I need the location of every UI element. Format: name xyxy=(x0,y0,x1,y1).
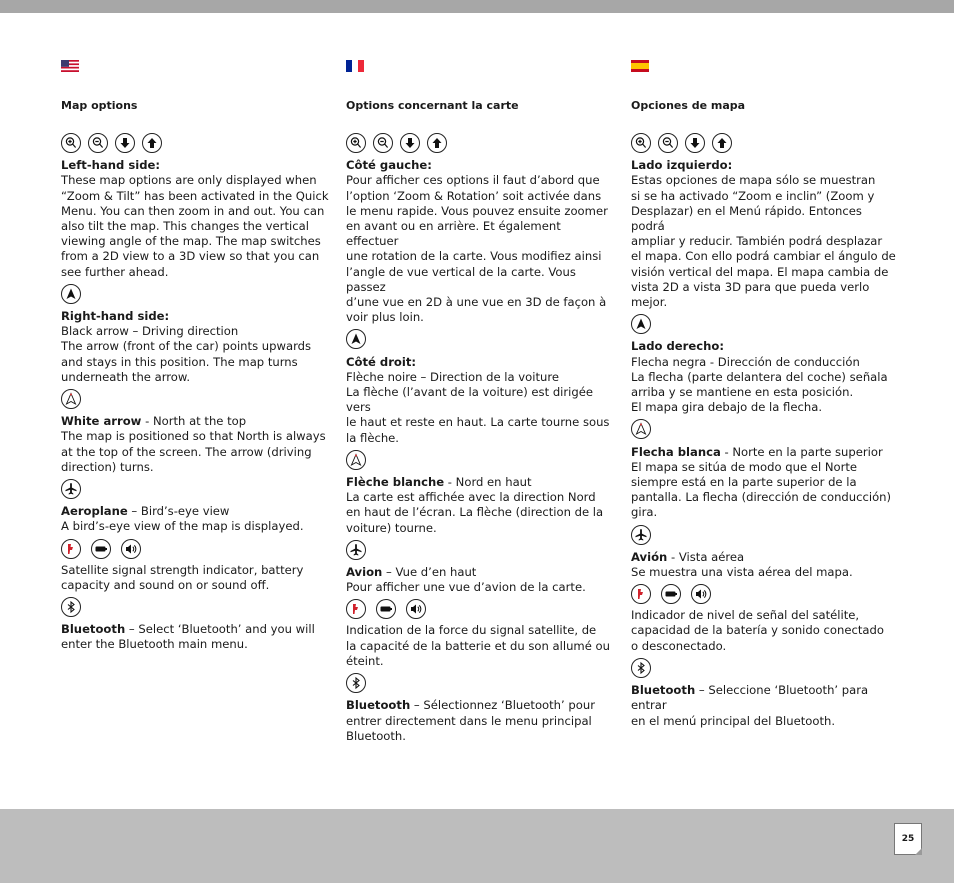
white-arrow-icon xyxy=(61,389,81,409)
white-arrow-line: White arrow - North at the top xyxy=(61,414,247,429)
white-arrow-icon xyxy=(346,450,366,470)
right-side-heading: Côté droit: xyxy=(346,354,417,369)
column-french xyxy=(346,60,614,744)
battery-icon xyxy=(661,584,681,604)
zoom-in-icon xyxy=(61,133,81,153)
aeroplane-line: Avion – Vue d’en haut xyxy=(346,565,477,580)
france-flag-icon xyxy=(346,60,364,72)
sound-icon xyxy=(406,599,426,619)
aeroplane-text: Pour afficher une vue d’avion de la carte. xyxy=(346,580,586,595)
right-side-text: Black arrow – Driving direction The arrow (front of the car) points upwards and stays in this position. The map turns underneath the arrow. xyxy=(61,324,312,384)
bluetooth-text: Bluetooth – Select ‘Bluetooth’ and you will enter the Bluetooth main menu. xyxy=(61,622,315,652)
tilt-up-icon xyxy=(712,133,732,153)
status-text: Indicador de nivel de señal del satélite, capacidad de la batería y sonido conectado o desconectado. xyxy=(631,608,884,653)
left-side-heading: Left-hand side: xyxy=(61,158,160,173)
aeroplane-line: Avión - Vista aérea xyxy=(631,549,745,564)
bottom-band xyxy=(0,809,954,883)
aeroplane-text: Se muestra una vista aérea del mapa. xyxy=(631,565,853,580)
white-arrow-text: El mapa se sitúa de modo que el Norte siempre está en la parte superior de la pantalla. La flecha (dirección de conducción) gira. xyxy=(631,459,892,520)
sound-icon xyxy=(691,584,711,604)
zoom-in-icon xyxy=(631,133,651,153)
tilt-up-icon xyxy=(142,133,162,153)
bluetooth-icon xyxy=(631,658,651,678)
bluetooth-text: Bluetooth – Seleccione ‘Bluetooth’ para entrar en el menú principal del Bluetooth. xyxy=(631,683,869,728)
column-english xyxy=(61,60,329,653)
us-flag-icon xyxy=(61,60,79,72)
white-arrow-text: La carte est affichée avec la direction Nord en haut de l’écran. La flèche (direction de la voiture) tourne. xyxy=(346,490,604,535)
tilt-down-icon xyxy=(685,133,705,153)
satellite-signal-icon xyxy=(631,584,651,604)
spain-flag-icon xyxy=(631,60,649,72)
left-side-heading: Lado izquierdo: xyxy=(631,158,733,173)
status-icons xyxy=(346,599,614,619)
tilt-down-icon xyxy=(400,133,420,153)
bluetooth-text: Bluetooth – Sélectionnez ‘Bluetooth’ pour entrer directement dans le menu principal Bluetooth. xyxy=(346,698,595,743)
section-title: Map options xyxy=(61,99,138,112)
status-icons xyxy=(631,584,899,604)
section-title: Opciones de mapa xyxy=(631,99,746,112)
zoom-out-icon xyxy=(373,133,393,153)
white-arrow-text: The map is positioned so that North is always at the top of the screen. The arrow (driving direction) turns. xyxy=(61,429,326,474)
section-title: Options concernant la carte xyxy=(346,99,519,112)
battery-icon xyxy=(91,539,111,559)
white-arrow-line: Flecha blanca - Norte en la parte superior xyxy=(631,444,883,459)
left-side-text: Pour afficher ces options il faut d’abord que l’option ‘Zoom & Rotation’ soit activée dans le menu rapide. Vous pouvez ensuite zoomer en avant ou en arrière. Et également effectuer une rotation de la carte. Vous modifiez ainsi l’angle de vue vertical de la carte. Vous passez d’une vue en 2D à une vue en 3D de façon à voir plus loin. xyxy=(346,173,608,325)
north-arrow-icon xyxy=(61,284,81,304)
zoom-tilt-icons xyxy=(631,133,899,153)
right-side-text: Flèche noire – Direction de la voiture La flèche (l’avant de la voiture) est dirigée vers le haut et reste en haut. La carte tourne sous la flèche. xyxy=(346,369,610,445)
satellite-signal-icon xyxy=(61,539,81,559)
status-text: Satellite signal strength indicator, battery capacity and sound on or sound off. xyxy=(61,562,304,592)
left-side-heading: Côté gauche: xyxy=(346,158,432,173)
zoom-tilt-icons xyxy=(346,133,614,153)
right-side-text: Flecha negra - Dirección de conducción La flecha (parte delantera del coche) señala arriba y se mantiene en esta posición. El mapa gira debajo de la flecha. xyxy=(631,354,888,415)
status-icons xyxy=(61,539,329,559)
status-text: Indication de la force du signal satellite, de la capacité de la batterie et du son allumé ou éteint. xyxy=(346,623,610,668)
page-number: 25 xyxy=(894,823,922,855)
sound-icon xyxy=(121,539,141,559)
north-arrow-icon xyxy=(346,329,366,349)
tilt-down-icon xyxy=(115,133,135,153)
aeroplane-text: A bird’s-eye view of the map is displayed. xyxy=(61,519,304,534)
bluetooth-icon xyxy=(346,673,366,693)
bluetooth-icon xyxy=(61,597,81,617)
tilt-up-icon xyxy=(427,133,447,153)
aeroplane-icon xyxy=(631,525,651,545)
zoom-in-icon xyxy=(346,133,366,153)
white-arrow-icon xyxy=(631,419,651,439)
north-arrow-icon xyxy=(631,314,651,334)
zoom-out-icon xyxy=(658,133,678,153)
right-side-heading: Right-hand side: xyxy=(61,309,170,324)
aeroplane-line: Aeroplane – Bird’s-eye view xyxy=(61,504,230,519)
zoom-tilt-icons xyxy=(61,133,329,153)
left-side-text: Estas opciones de mapa sólo se muestran si se ha activado “Zoom e inclin” (Zoom y Desplazar) en el Menú rápido. Entonces podrá ampliar y reducir. También podrá desplazar el mapa. Con ello podrá cambiar el ángulo de visión vertical del mapa. El mapa cambia de vista 2D a vista 3D para que pueda verlo mejor. xyxy=(631,173,896,310)
aeroplane-icon xyxy=(61,479,81,499)
zoom-out-icon xyxy=(88,133,108,153)
right-side-heading: Lado derecho: xyxy=(631,339,724,354)
battery-icon xyxy=(376,599,396,619)
aeroplane-icon xyxy=(346,540,366,560)
top-band xyxy=(0,0,954,13)
satellite-signal-icon xyxy=(346,599,366,619)
white-arrow-line: Flèche blanche - Nord en haut xyxy=(346,475,532,490)
left-side-text: These map options are only displayed when “Zoom & Tilt” has been activated in the Quick Menu. You can then zoom in and out. You can also tilt the map. This changes the vertical viewing angle of the map. The map switches from a 2D view to a 3D view so that you can see further ahead. xyxy=(61,173,329,279)
column-spanish xyxy=(631,60,899,729)
